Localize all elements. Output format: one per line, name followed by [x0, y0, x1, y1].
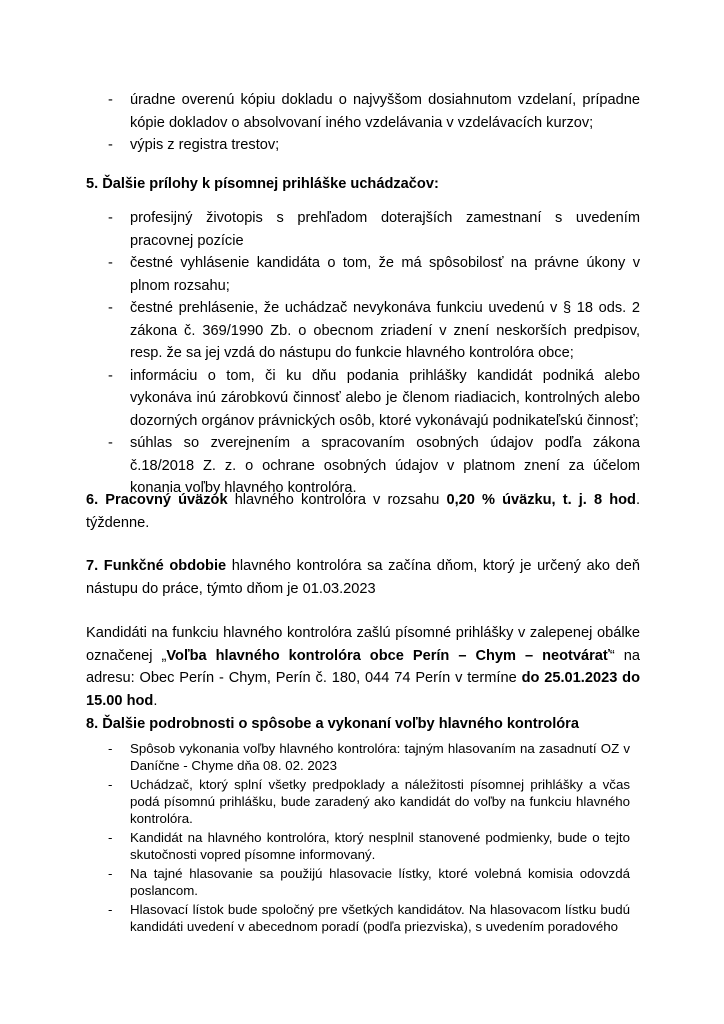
list-bullet: - [108, 741, 113, 756]
attachments-list-continued [108, 89, 640, 157]
list-item [108, 134, 640, 157]
list-bullet: - [108, 92, 113, 108]
list-item [108, 89, 640, 134]
list-item [108, 297, 640, 365]
list-item [108, 901, 630, 935]
list-bullet: - [108, 866, 113, 881]
list-item [108, 252, 640, 297]
list-item-text: Kandidát na hlavného kontrolóra, ktorý nesplnil stanovené podmienky, bude o tejto skutočnosti vopred písomne informovaný. [130, 830, 630, 862]
list-item-text: čestné prehlásenie, že uchádzač nevykonáva funkciu uvedenú v § 18 ods. 2 zákona č. 369/1990 Zb. o obecnom zriadení v znení neskorších predpisov, resp. že sa jej vzdá do nástupu do funkcie hlavného kontrolóra obce; [130, 300, 640, 361]
list-item [108, 207, 640, 252]
section-6-paragraph [86, 489, 640, 534]
list-item-text: Na tajné hlasovanie sa použijú hlasovacie lístky, ktoré volebná komisia odovzdá poslancom. [130, 866, 630, 898]
section-5-list [108, 207, 640, 500]
list-item-text: výpis z registra trestov; [130, 137, 280, 153]
section-8-heading: 8. Ďalšie podrobnosti o spôsobe a vykonaní voľby hlavného kontrolóra [86, 716, 579, 732]
list-item-text: Uchádzač, ktorý splní všetky predpoklady a náležitosti písomnej prihlášky a včas podá písomnú prihlášku, bude zaradený ako kandidát do voľby na funkciu hlavného kontrolóra. [130, 777, 630, 826]
candidates-text-2: “ na adresu: Obec Perín - Chym, Perín č. 180, 044 74 Perín v termíne [86, 647, 641, 686]
list-bullet: - [108, 777, 113, 792]
section-6-text-1: hlavného kontrolóra v rozsahu [227, 492, 447, 508]
list-item [108, 865, 630, 899]
envelope-label: Voľba hlavného kontrolóra obce Perín – Chym – neotvárať [166, 647, 610, 664]
list-bullet: - [108, 435, 113, 451]
deadline: do 25.01.2023 do 15.00 hod [86, 670, 641, 709]
list-bullet: - [108, 137, 113, 153]
list-item-text: súhlas so zverejnením a spracovaním osobných údajov podľa zákona č.18/2018 Z. z. o ochrane osobných údajov v platnom znení za účelom konania voľby hlavného kontrolóra. [130, 435, 640, 496]
list-item [108, 365, 640, 433]
section-7-paragraph [86, 555, 640, 600]
list-item-text: profesijný životopis s prehľadom doterajších zamestnaní s uvedením pracovnej pozície [130, 210, 640, 249]
section-7-text: hlavného kontrolóra sa začína dňom, ktorý je určený ako deň nástupu do práce, týmto dňom je 01.03.2023 [86, 558, 640, 597]
list-item-text: čestné vyhlásenie kandidáta o tom, že má spôsobilosť na právne úkony v plnom rozsahu; [130, 255, 640, 294]
list-item-text: úradne overenú kópiu dokladu o najvyššom dosiahnutom vzdelaní, prípadne kópie dokladov o absolvovaní iného vzdelávania v vzdelávacích kurzov; [130, 92, 640, 131]
candidates-paragraph [86, 622, 640, 712]
list-item-text: Spôsob vykonania voľby hlavného kontrolóra: tajným hlasovaním na zasadnutí OZ v Daníčne - Chyme dňa 08. 02. 2023 [130, 741, 630, 773]
list-bullet: - [108, 300, 113, 316]
list-bullet: - [108, 367, 113, 384]
list-item-text: informáciu o tom, či ku dňu podania prihlášky kandidát podniká alebo vykonáva inú zárobkovú činnosť alebo je členom riadiacich, kontrolných alebo dozorných orgánov právnických osôb, ktoré vykonávajú podnikateľskú činnosť; [130, 367, 640, 429]
list-bullet: - [108, 210, 113, 226]
list-item [108, 776, 630, 827]
section-6-text-2: . týždenne. [86, 492, 640, 531]
list-bullet: - [108, 255, 113, 271]
list-bullet: - [108, 902, 113, 917]
section-5-heading: 5. Ďalšie prílohy k písomnej prihláške uchádzačov: [86, 176, 439, 192]
list-bullet: - [108, 830, 113, 845]
candidates-text-3: . [153, 692, 158, 709]
list-item [108, 829, 630, 863]
section-8-list [108, 740, 630, 937]
section-7-label: 7. Funkčné obdobie [86, 558, 227, 574]
list-item-text: Hlasovací lístok bude spoločný pre všetkých kandidátov. Na hlasovacom lístku budú kandidáti uvedení v abecednom poradí (podľa priezviska), s uvedením poradového [130, 902, 630, 934]
section-6-amount: 0,20 % úväzku, t. j. 8 hod [446, 492, 636, 508]
section-6-label: 6. Pracovný úväzok [86, 492, 228, 508]
list-item [108, 740, 630, 774]
candidates-text-1: Kandidáti na funkciu hlavného kontrolóra zašlú písomné prihlášky v zalepenej obálke označenej „ [86, 625, 640, 664]
